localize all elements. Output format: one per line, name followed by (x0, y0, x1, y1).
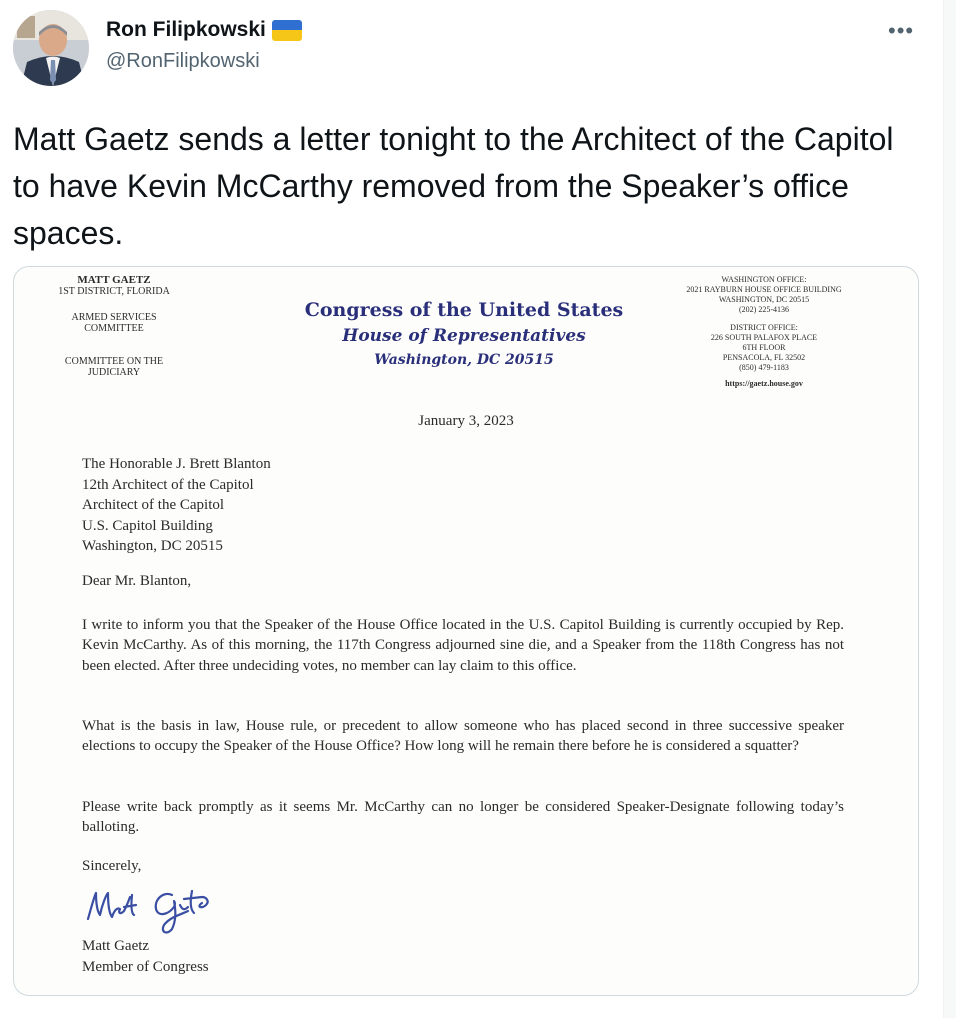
letterhead-district: 1ST DISTRICT, FLORIDA (58, 286, 170, 297)
avatar-image (13, 10, 89, 86)
tweet-text: Matt Gaetz sends a letter tonight to the Architect of the Capitol to have Kevin McCarthy removed from the Speaker’s office spaces. (13, 121, 894, 251)
letterhead-congress: Congress of the United States (304, 299, 624, 321)
signer-name: Matt Gaetz (82, 938, 150, 954)
letterhead-name: MATT GAETZ (77, 274, 151, 286)
letter-paragraph-2: What is the basis in law, House rule, or precedent to allow someone who has placed second in three successive speaker elections to occupy the Speaker of the House Office? How long will he remain there before he is considered a squatter? (82, 718, 844, 755)
closing: Sincerely, (82, 858, 142, 874)
letterhead-center (264, 297, 664, 371)
addressee-line: The Honorable J. Brett Blanton (82, 456, 271, 472)
office2-addr3: PENSACOLA, FL 32502 (722, 353, 806, 362)
letter-paragraph-3: Please write back promptly as it seems Mr. McCarthy can no longer be considered Speaker-Designate following today’s balloting. (82, 799, 844, 836)
letterhead-committee1-b: COMMITTEE (84, 323, 144, 334)
more-icon[interactable]: ••• (888, 18, 915, 43)
flag-top-stripe (272, 20, 302, 31)
avatar[interactable] (13, 10, 89, 86)
office1-addr1: 2021 RAYBURN HOUSE OFFICE BUILDING (686, 285, 842, 294)
letterhead-city: Washington, DC 20515 (374, 352, 554, 368)
tweet-media-image[interactable] (13, 266, 919, 996)
letter-document (14, 267, 918, 995)
signature-image (84, 885, 234, 937)
user-name-row (106, 18, 302, 42)
addressee-block (82, 454, 271, 557)
page-scrollbar[interactable] (943, 0, 956, 1018)
office1-title: WASHINGTON OFFICE: (721, 275, 807, 284)
user-handle[interactable]: @RonFilipkowski (106, 50, 260, 72)
signature (84, 885, 234, 942)
display-name[interactable]: Ron Filipkowski (106, 18, 266, 41)
letterhead-house: House of Representatives (342, 326, 586, 346)
office1-phone: (202) 225-4136 (739, 305, 789, 314)
ukraine-flag-icon (272, 20, 302, 41)
office2-addr1: 226 SOUTH PALAFOX PLACE (710, 333, 818, 342)
letterhead-left (14, 275, 214, 378)
addressee-line: Washington, DC 20515 (82, 538, 223, 554)
flag-bottom-stripe (272, 30, 302, 41)
letterhead-committee2-a: COMMITTEE ON THE (64, 356, 164, 367)
letterhead-right (669, 275, 859, 389)
addressee-line: U.S. Capitol Building (82, 517, 213, 534)
letter-paragraph-1: I write to inform you that the Speaker of the House Office located in the U.S. Capitol Building is currently occupied by Rep. Kevin McCarthy. As of this morning, the 117th Congress adjourned sine die, and a Speaker from the 118th Congress has not been elected. After three undeciding votes, no member can lay claim to this office. (82, 617, 844, 674)
letterhead-committee1-a: ARMED SERVICES (71, 312, 157, 323)
office1-addr2: WASHINGTON, DC 20515 (718, 295, 810, 304)
signer-title: Member of Congress (82, 958, 209, 975)
office2-addr2: 6TH FLOOR (742, 343, 786, 352)
addressee-line: 12th Architect of the Capitol (82, 476, 254, 493)
salutation: Dear Mr. Blanton, (82, 573, 192, 589)
website: https://gaetz.house.gov (725, 379, 803, 388)
letterhead-committee2-b: JUDICIARY (87, 367, 141, 378)
addressee-line: Architect of the Capitol (82, 497, 225, 513)
letter-date: January 3, 2023 (418, 413, 514, 429)
office2-title: DISTRICT OFFICE: (730, 323, 798, 332)
signer-block (82, 936, 209, 977)
office2-phone: (850) 479-1183 (739, 363, 789, 372)
